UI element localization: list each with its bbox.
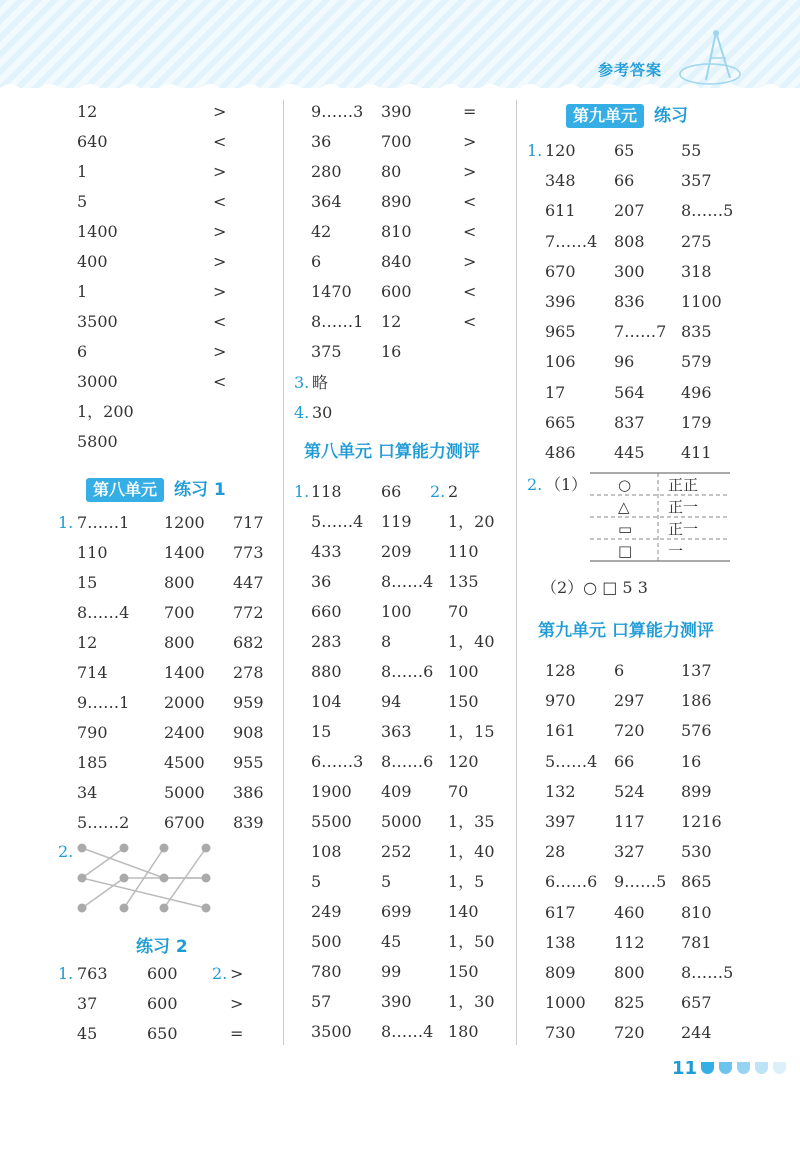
unit9-practice-title <box>566 103 688 129</box>
answer-cell: = <box>463 102 477 121</box>
answer-cell: < <box>213 132 227 151</box>
answer-cell: 140 <box>448 902 479 921</box>
answer-cell: 720 <box>614 1023 645 1043</box>
answer-cell: 8……4 <box>381 572 434 591</box>
answer-cell: 6……3 <box>311 752 364 771</box>
answer-cell: 283 <box>311 632 342 651</box>
answer-cell: 500 <box>311 932 342 951</box>
answer-cell: 1216 <box>681 812 722 831</box>
answer-cell: 396 <box>545 292 576 311</box>
answer-cell: 772 <box>233 603 264 622</box>
answer-cell: 7……1 <box>77 513 130 532</box>
answer-cell: 650 <box>147 1024 178 1043</box>
answer-cell: 1 <box>77 282 88 301</box>
answer-cell: 138 <box>545 932 576 952</box>
answer-cell: 104 <box>311 692 342 711</box>
answer-cell: 1470 <box>311 282 352 301</box>
answer-cell: 275 <box>681 231 712 251</box>
answer-cell: 135 <box>448 572 479 591</box>
tally-mark: 正一 <box>668 498 699 516</box>
answer-cell: 5……2 <box>77 813 130 832</box>
tally-row <box>590 518 730 540</box>
square-shape: □ <box>618 542 633 560</box>
answer-cell: 825 <box>614 993 645 1013</box>
answer-cell: 161 <box>545 721 576 741</box>
answer-cell: 5 <box>381 872 392 891</box>
answer-cell: 700 <box>164 603 195 622</box>
answer-cell: 28 <box>545 842 566 862</box>
answer-cell: 390 <box>381 102 412 121</box>
tally-mark: 正正 <box>668 476 699 494</box>
answer-cell: 899 <box>681 781 712 801</box>
answer-cell: 34 <box>77 783 98 802</box>
answer-cell: 357 <box>681 171 712 191</box>
answer-cell: 252 <box>381 842 412 861</box>
answer-cell: 45 <box>381 932 402 951</box>
answer-cell: 1 <box>77 162 88 181</box>
answer-cell: 600 <box>147 994 178 1013</box>
answer-cell: 836 <box>614 292 645 311</box>
answer-cell: 2000 <box>164 693 205 712</box>
answer-cell: 840 <box>381 252 412 271</box>
question-label: 2. <box>58 842 74 861</box>
answer-cell: > <box>213 102 227 121</box>
answer-cell: 8……5 <box>681 201 734 221</box>
unit8-practice1-title <box>86 477 226 503</box>
answer-cell: 809 <box>545 963 576 982</box>
answer-cell: 1000 <box>545 993 586 1013</box>
answer-cell: 280 <box>311 162 342 181</box>
answer-cell: 600 <box>381 282 412 301</box>
answer-cell: 8 <box>381 632 392 651</box>
answer-cell: 150 <box>448 962 479 981</box>
answer-cell: 445 <box>614 443 645 462</box>
answer-cell: 460 <box>614 902 645 922</box>
question-label: 3. <box>294 373 310 392</box>
answer-cell: 1400 <box>164 663 205 682</box>
answer-cell: 186 <box>681 691 712 711</box>
answer-cell: 1，40 <box>448 842 495 861</box>
answer-cell: 1200 <box>164 513 205 532</box>
answer-text: 略 <box>312 373 329 392</box>
answer-cell: 70 <box>448 782 469 801</box>
answer-cell: 375 <box>311 342 342 361</box>
answer-cell: 100 <box>448 662 479 681</box>
rectangle-shape: ▭ <box>618 520 633 538</box>
header-title: 参考答案 <box>598 61 663 79</box>
answer-cell: 790 <box>77 723 108 742</box>
answer-cell: 409 <box>381 782 412 801</box>
decoration-dot <box>737 1062 750 1074</box>
tally-mark: 一 <box>668 542 684 560</box>
answer-cell: 397 <box>545 812 576 831</box>
answer-cell: < <box>463 222 477 241</box>
answer-cell: 55 <box>681 141 702 160</box>
answer-cell: 96 <box>614 352 635 372</box>
answer-cell: 8……6 <box>381 752 434 771</box>
question-label: 1. <box>58 513 74 532</box>
unit8-test-title: 第八单元 口算能力测评 <box>304 442 480 462</box>
answer-cell: 120 <box>448 752 479 771</box>
answer-cell: 12 <box>381 312 402 331</box>
answer-cell: 3500 <box>77 312 118 331</box>
answer-cell: 36 <box>311 572 332 591</box>
answer-cell: 1，35 <box>448 812 495 831</box>
answer-cell: 955 <box>233 753 264 772</box>
answer-cell: 386 <box>233 783 264 802</box>
answer-cell: 80 <box>381 162 402 181</box>
answer-cell: 6 <box>614 661 625 680</box>
answer-cell: 112 <box>614 932 645 952</box>
answer-cell: 524 <box>614 781 645 801</box>
answer-cell: 16 <box>681 751 702 771</box>
answer-cell: > <box>213 222 227 241</box>
answer-cell: 600 <box>147 964 178 983</box>
answer-cell: 180 <box>448 1022 479 1041</box>
answer-cell: 185 <box>77 753 108 772</box>
answer-cell: 110 <box>448 542 479 561</box>
answer-cell: 120 <box>545 141 576 160</box>
answer-cell: 1900 <box>311 782 352 801</box>
answer-cell: 1，30 <box>448 992 495 1011</box>
answer-cell: 8……6 <box>381 662 434 681</box>
answer-cell: 1100 <box>681 292 722 311</box>
answer-cell: 447 <box>233 573 264 592</box>
answer-cell: 400 <box>77 252 108 271</box>
answer-cell: 1，40 <box>448 632 495 651</box>
answer-cell: 800 <box>614 963 645 982</box>
sub-question-answer: （2）○ □ 5 3 <box>541 578 648 597</box>
answer-text: 30 <box>312 403 333 422</box>
answer-cell: 118 <box>311 482 342 501</box>
answer-cell: 611 <box>545 201 576 221</box>
answer-cell: 7……7 <box>614 322 667 342</box>
answer-cell: 2 <box>448 482 459 501</box>
answer-cell: 70 <box>448 602 469 621</box>
answer-cell: 576 <box>681 721 712 741</box>
answer-cell: 730 <box>545 1023 576 1043</box>
answer-cell: 66 <box>381 482 402 501</box>
answer-cell: 670 <box>545 261 576 281</box>
answer-cell: 300 <box>614 261 645 281</box>
answer-cell: 6 <box>77 342 88 361</box>
answer-cell: 1，200 <box>77 402 134 421</box>
answer-cell: 6 <box>311 252 322 271</box>
answer-cell: 800 <box>164 573 195 592</box>
answer-cell: 865 <box>681 872 712 892</box>
answer-cell: 433 <box>311 542 342 561</box>
answer-cell: 880 <box>311 662 342 681</box>
answer-cell: 3500 <box>311 1022 352 1041</box>
answer-cell: 4500 <box>164 753 205 772</box>
question-label: 1. <box>294 482 310 501</box>
answer-cell: < <box>463 312 477 331</box>
question-label: 1. <box>58 964 74 983</box>
answer-cell: 1400 <box>164 543 205 562</box>
answer-cell: = <box>230 1024 244 1043</box>
answer-cell: 7……4 <box>545 231 598 251</box>
section-subtitle: 练习 1 <box>174 480 226 500</box>
answer-cell: 5000 <box>381 812 422 831</box>
answer-cell: 6……6 <box>545 872 598 892</box>
section-subtitle: 练习 <box>654 106 689 126</box>
answer-cell: > <box>230 994 244 1013</box>
answer-cell: 835 <box>681 322 712 342</box>
answer-cell: < <box>213 312 227 331</box>
answer-cell: > <box>463 252 477 271</box>
answer-cell: 5500 <box>311 812 352 831</box>
practice2-title: 练习 2 <box>136 937 188 957</box>
tally-row <box>590 540 730 562</box>
answer-cell: 800 <box>164 633 195 652</box>
tally-mark: 正一 <box>668 520 699 538</box>
answer-cell: 249 <box>311 902 342 921</box>
answer-cell: > <box>463 132 477 151</box>
circle-shape: ○ <box>618 476 632 494</box>
answer-cell: 94 <box>381 692 402 711</box>
answer-cell: 119 <box>381 512 412 531</box>
answer-cell: < <box>463 282 477 301</box>
answer-cell: 496 <box>681 382 712 402</box>
answer-cell: 780 <box>311 962 342 981</box>
answer-cell: > <box>213 162 227 181</box>
answer-cell: 890 <box>381 192 412 211</box>
answer-cell: 1400 <box>77 222 118 241</box>
answer-cell: 714 <box>77 663 108 682</box>
answer-cell: < <box>213 192 227 211</box>
question-label: 2. <box>527 475 543 494</box>
page-number: 11 <box>672 1058 698 1079</box>
answer-cell: 411 <box>681 443 712 462</box>
answer-cell: 364 <box>311 192 342 211</box>
answer-cell: 5……4 <box>311 512 364 531</box>
answer-cell: 15 <box>311 722 332 741</box>
answer-cell: 773 <box>233 543 264 562</box>
answer-cell: 66 <box>614 751 635 771</box>
answer-cell: 5800 <box>77 432 118 451</box>
answer-cell: 682 <box>233 633 264 652</box>
answer-cell: 36 <box>311 132 332 151</box>
answer-cell: 278 <box>233 663 264 682</box>
answer-cell: 100 <box>381 602 412 621</box>
tally-row <box>590 496 730 518</box>
answer-cell: 839 <box>233 813 264 832</box>
question-label: 4. <box>294 403 310 422</box>
tally-row <box>590 474 730 496</box>
answer-cell: 363 <box>381 722 412 741</box>
answer-cell: 1，15 <box>448 722 495 741</box>
answer-cell: 5 <box>77 192 88 211</box>
answer-cell: 2400 <box>164 723 205 742</box>
answer-cell: 8……4 <box>77 603 130 622</box>
answer-cell: 132 <box>545 781 576 801</box>
answer-cell: 1，20 <box>448 512 495 531</box>
answer-cell: 1，50 <box>448 932 495 951</box>
answer-cell: 108 <box>311 842 342 861</box>
answer-cell: 1，5 <box>448 872 485 891</box>
answer-cell: 781 <box>681 932 712 952</box>
answer-cell: 209 <box>381 542 412 561</box>
answer-cell: 37 <box>77 994 98 1013</box>
answer-cell: 9……5 <box>614 872 667 892</box>
answer-cell: > <box>230 964 244 983</box>
answer-cell: 8……5 <box>681 963 734 982</box>
answer-cell: 99 <box>381 962 402 981</box>
answer-cell: 9……3 <box>311 102 364 121</box>
unit9-test-title: 第九单元 口算能力测评 <box>538 621 714 641</box>
answer-cell: 486 <box>545 443 576 462</box>
answer-cell: 579 <box>681 352 712 372</box>
answer-cell: 327 <box>614 842 645 862</box>
answer-cell: 564 <box>614 382 645 402</box>
answer-cell: 65 <box>614 141 635 160</box>
question-label: 1. <box>527 141 543 160</box>
answer-cell: 530 <box>681 842 712 862</box>
answer-cell: 965 <box>545 322 576 342</box>
answer-cell: 3000 <box>77 372 118 391</box>
answer-cell: 837 <box>614 412 645 432</box>
answer-cell: 179 <box>681 412 712 432</box>
answer-cell: 390 <box>381 992 412 1011</box>
decoration-dot <box>701 1062 714 1074</box>
answer-cell: 717 <box>233 513 264 532</box>
matching-diagram <box>76 840 216 916</box>
answer-cell: 128 <box>545 661 576 680</box>
question-label: 2. <box>430 482 446 501</box>
answer-cell: 720 <box>614 721 645 741</box>
answer-cell: 763 <box>77 964 108 983</box>
answer-cell: 45 <box>77 1024 98 1043</box>
answer-cell: 908 <box>233 723 264 742</box>
answer-cell: 665 <box>545 412 576 432</box>
answer-cell: 5000 <box>164 783 205 802</box>
decoration-dot <box>755 1062 768 1074</box>
column-divider <box>516 100 517 1045</box>
sub-question-label: （1） <box>545 475 588 494</box>
answer-cell: 810 <box>681 902 712 922</box>
answer-cell: 297 <box>614 691 645 711</box>
answer-cell: 808 <box>614 231 645 251</box>
answer-cell: 5……4 <box>545 751 598 771</box>
answer-cell: 12 <box>77 633 98 652</box>
answer-cell: 150 <box>448 692 479 711</box>
answer-cell: 959 <box>233 693 264 712</box>
answer-cell: > <box>213 252 227 271</box>
answer-cell: 617 <box>545 902 576 922</box>
column-divider <box>283 100 284 1045</box>
answer-cell: 117 <box>614 812 645 831</box>
unit-chip: 第九单元 <box>566 104 644 128</box>
decoration-dot <box>719 1062 732 1074</box>
answer-cell: 66 <box>614 171 635 191</box>
answer-cell: 318 <box>681 261 712 281</box>
answer-cell: 6700 <box>164 813 205 832</box>
header-wave <box>0 78 800 88</box>
decoration-dot <box>773 1062 786 1074</box>
triangle-shape: △ <box>618 498 630 516</box>
header-band <box>0 0 800 88</box>
question-label: 2. <box>212 964 228 983</box>
answer-cell: 42 <box>311 222 332 241</box>
answer-cell: 110 <box>77 543 108 562</box>
tally-table <box>590 472 730 562</box>
answer-cell: 57 <box>311 992 332 1011</box>
answer-cell: 8……1 <box>311 312 364 331</box>
answer-cell: 17 <box>545 382 566 402</box>
answer-cell: 207 <box>614 201 645 221</box>
answer-cell: 660 <box>311 602 342 621</box>
answer-cell: 700 <box>381 132 412 151</box>
answer-cell: < <box>213 372 227 391</box>
answer-cell: 15 <box>77 573 98 592</box>
answer-cell: 244 <box>681 1023 712 1043</box>
answer-cell: > <box>213 342 227 361</box>
unit-chip: 第八单元 <box>86 478 164 502</box>
answer-cell: > <box>463 162 477 181</box>
answer-cell: 810 <box>381 222 412 241</box>
answer-cell: 9……1 <box>77 693 130 712</box>
answer-cell: 8……4 <box>381 1022 434 1041</box>
answer-cell: 699 <box>381 902 412 921</box>
answer-cell: 137 <box>681 661 712 680</box>
answer-cell: 106 <box>545 352 576 372</box>
answer-cell: 16 <box>381 342 402 361</box>
answer-cell: 12 <box>77 102 98 121</box>
answer-cell: 657 <box>681 993 712 1013</box>
answer-cell: < <box>463 192 477 211</box>
answer-cell: 5 <box>311 872 322 891</box>
answer-cell: 348 <box>545 171 576 191</box>
answer-cell: 640 <box>77 132 108 151</box>
answer-cell: > <box>213 282 227 301</box>
answer-cell: 970 <box>545 691 576 711</box>
